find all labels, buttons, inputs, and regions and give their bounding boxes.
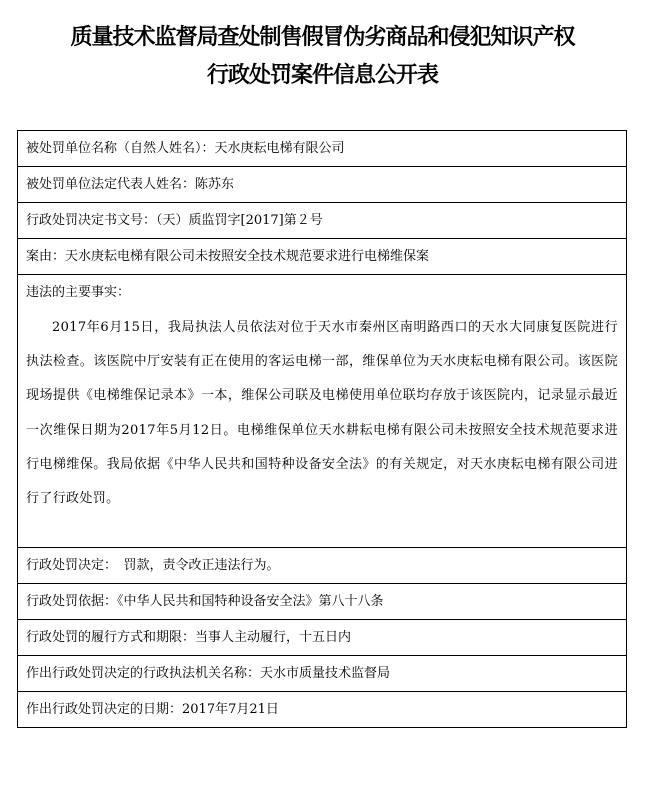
case-name-row: 案由：天水庚耘电梯有限公司未按照安全技术规范要求进行电梯维保案 [18,239,626,275]
violation-facts-label: 违法的主要事实： [26,285,131,300]
decision-date-row: 作出行政处罚决定的日期：2017年7月21日 [18,692,626,728]
performance-row: 行政处罚的履行方式和期限：当事人主动履行，十五日内 [18,620,626,656]
authority-row: 作出行政处罚决定的行政执法机关名称：天水市质量技术监督局 [18,656,626,692]
page-title: 质量技术监督局查处制售假冒伪劣商品和侵犯知识产权 [70,25,575,50]
case-info-table [17,130,627,728]
penalty-basis-row: 行政处罚依据：《中华人民共和国特种设备安全法》第八十八条 [18,584,626,620]
penalty-decision-row: 行政处罚决定： 罚款，责令改正违法行为。 [18,548,626,584]
page-subtitle: 行政处罚案件信息公开表 [206,63,438,88]
legal-representative-row: 被处罚单位法定代表人姓名：陈苏东 [18,167,626,203]
violation-facts-cell [18,275,626,548]
violation-facts-text: 2017年6月15日，我局执法人员依法对位于天水市秦州区南明路西口的天水大同康复医院进行执法检查。该医院中厅安装有正在使用的客运电梯一部，维保单位为天水庚耘电梯有限公司。该医院现场提供《电梯维保记录本》一本，维保公司联及电梯使用单位联均存放于该医院内，记录显示最近一次维保日期为2017年5月12日。电梯维保单位天水耕耘电梯有限公司未按照安全技术规范要求进行电梯维保。我局依据《中华人民共和国特种设备安全法》的有关规定，对天水庚耘电梯有限公司进行了行政处罚。 [26,320,618,507]
penalized-unit-row: 被处罚单位名称（自然人姓名）：天水庚耘电梯有限公司 [18,131,626,167]
decision-number-row: 行政处罚决定书文号：（天）质监罚字[2017]第２号 [18,203,626,239]
